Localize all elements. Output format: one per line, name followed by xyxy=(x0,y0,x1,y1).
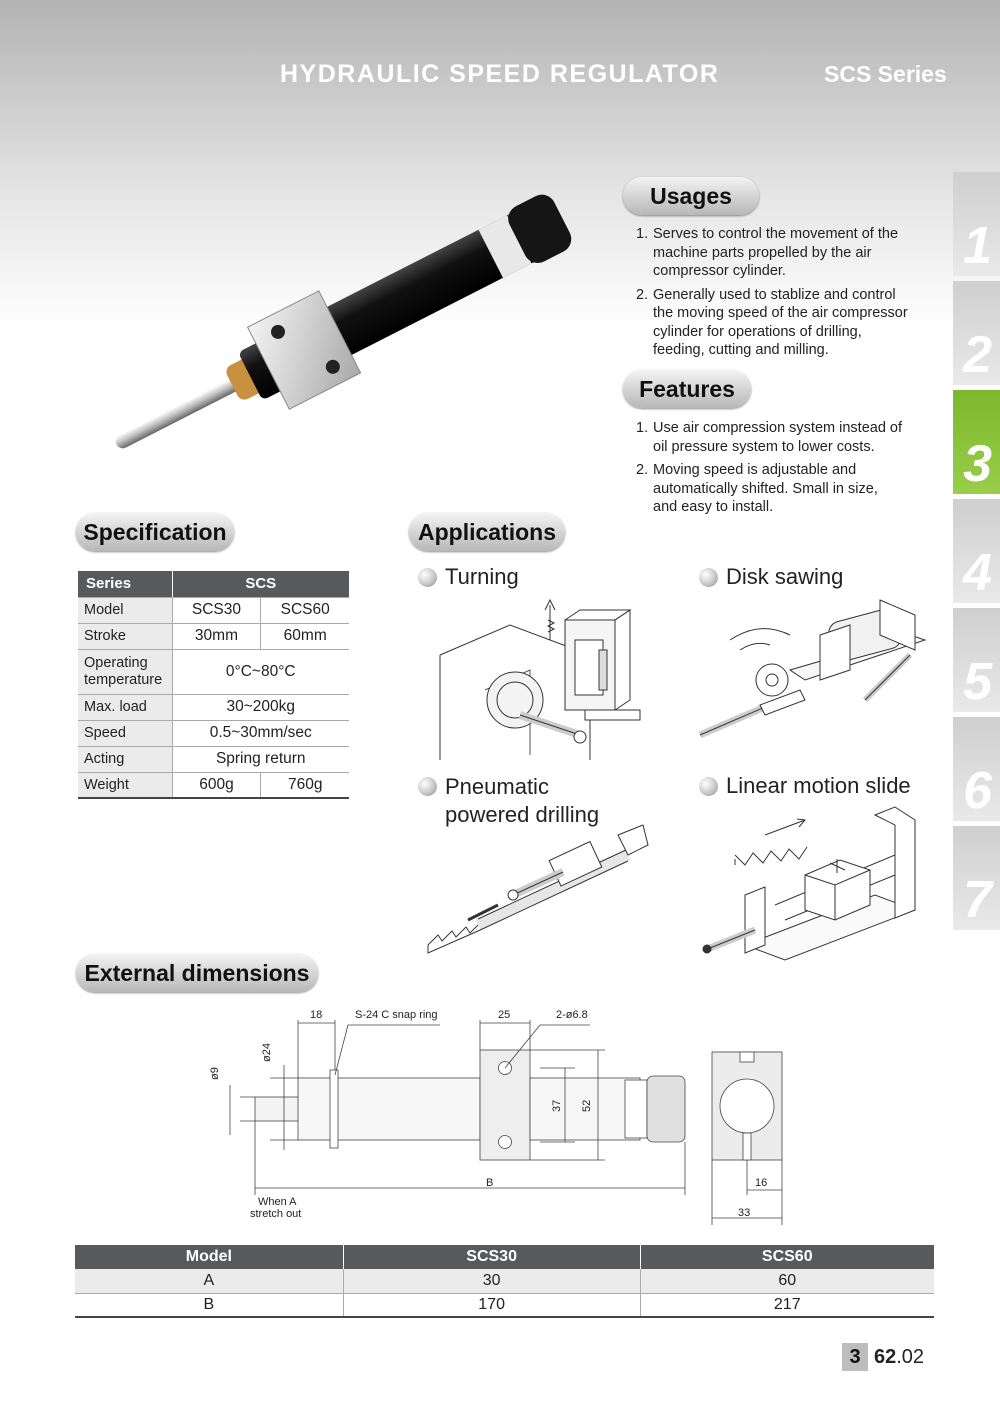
app-linear-label: Linear motion slide xyxy=(699,773,911,799)
table-row: Speed 0.5~30mm/sec xyxy=(78,720,349,746)
chapter-number: 3 xyxy=(842,1343,868,1371)
external-dimensions-heading: External dimensions xyxy=(76,954,318,992)
svg-text:52: 52 xyxy=(581,1099,593,1112)
table-row: Operating temperature 0°C~80°C xyxy=(78,649,349,694)
dimension-drawing-icon xyxy=(0,1000,1000,1230)
list-item: 2. Moving speed is adjustable and automatically shifted. Small in size, and easy to install. xyxy=(636,462,878,515)
list-item: 2. Generally used to stablize and control the moving speed of the air compressor cylinder for operations of drilling, feeding, cutting and milling. xyxy=(636,286,908,358)
chapter-tab-5[interactable]: 5 xyxy=(953,608,1000,712)
table-row: Acting Spring return xyxy=(78,746,349,772)
table-row: Max. load 30~200kg xyxy=(78,694,349,720)
chapter-tab-6[interactable]: 6 xyxy=(953,717,1000,821)
svg-text:S-24 C snap ring: S-24 C snap ring xyxy=(355,1009,438,1021)
applications-heading: Applications xyxy=(409,513,565,551)
app-turning-label: Turning xyxy=(418,564,519,590)
svg-text:ø24: ø24 xyxy=(261,1043,273,1062)
bullet-icon xyxy=(418,777,437,796)
table-row: Model SCS30 SCS60 xyxy=(78,597,349,623)
chapter-tab-2[interactable]: 2 xyxy=(953,281,1000,385)
features-heading: Features xyxy=(623,370,751,408)
chapter-tab-7[interactable]: 7 xyxy=(953,826,1000,930)
list-item: 1. Serves to control the movement of the machine parts propelled by the air compressor cylinder. xyxy=(636,226,899,279)
table-row: B 170 217 xyxy=(75,1293,934,1317)
chapter-tab-3[interactable]: 3 xyxy=(953,390,1000,494)
table-row: A 30 60 xyxy=(75,1269,934,1293)
chapter-tab-4[interactable]: 4 xyxy=(953,499,1000,603)
page-title: HYDRAULIC SPEED REGULATOR xyxy=(280,60,720,88)
bullet-icon xyxy=(699,777,718,796)
table-row: Model SCS30 SCS60 xyxy=(75,1245,934,1269)
disk-sawing-diagram-icon xyxy=(700,595,930,745)
svg-text:33: 33 xyxy=(738,1207,751,1219)
table-row: Stroke 30mm 60mm xyxy=(78,623,349,649)
svg-text:When A: When A xyxy=(258,1196,297,1208)
series-title: SCS Series xyxy=(824,61,947,87)
svg-text:stretch out: stretch out xyxy=(250,1208,302,1220)
table-row: Weight 600g 760g xyxy=(78,772,349,798)
svg-text:37: 37 xyxy=(551,1099,563,1112)
svg-text:16: 16 xyxy=(755,1177,768,1189)
specification-table xyxy=(78,571,349,799)
svg-text:25: 25 xyxy=(498,1009,511,1021)
linear-slide-diagram-icon xyxy=(705,815,920,965)
drilling-diagram-icon xyxy=(428,825,653,955)
svg-text:ø9: ø9 xyxy=(209,1067,221,1080)
page-number: 3 62 .02 xyxy=(842,1343,924,1371)
usages-heading: Usages xyxy=(623,177,759,215)
product-photo-regulator-icon xyxy=(70,215,630,445)
specification-heading: Specification xyxy=(76,513,234,551)
list-item: 1. Use air compression system instead of oil pressure system to lower costs. xyxy=(636,420,903,455)
svg-text:B: B xyxy=(486,1177,494,1189)
chapter-tab-1[interactable]: 1 xyxy=(953,172,1000,276)
turning-diagram-icon xyxy=(440,595,650,760)
bullet-icon xyxy=(418,568,437,587)
features-list xyxy=(636,419,906,522)
app-drilling-label: Pneumatic powered drilling xyxy=(418,773,599,829)
table-row: Series SCS xyxy=(78,571,349,597)
svg-text:18: 18 xyxy=(310,1009,323,1021)
dimensions-table xyxy=(75,1245,934,1318)
usages-list xyxy=(636,225,916,365)
bullet-icon xyxy=(699,568,718,587)
svg-text:2-ø6.8: 2-ø6.8 xyxy=(556,1009,588,1021)
app-disk-sawing-label: Disk sawing xyxy=(699,564,843,590)
